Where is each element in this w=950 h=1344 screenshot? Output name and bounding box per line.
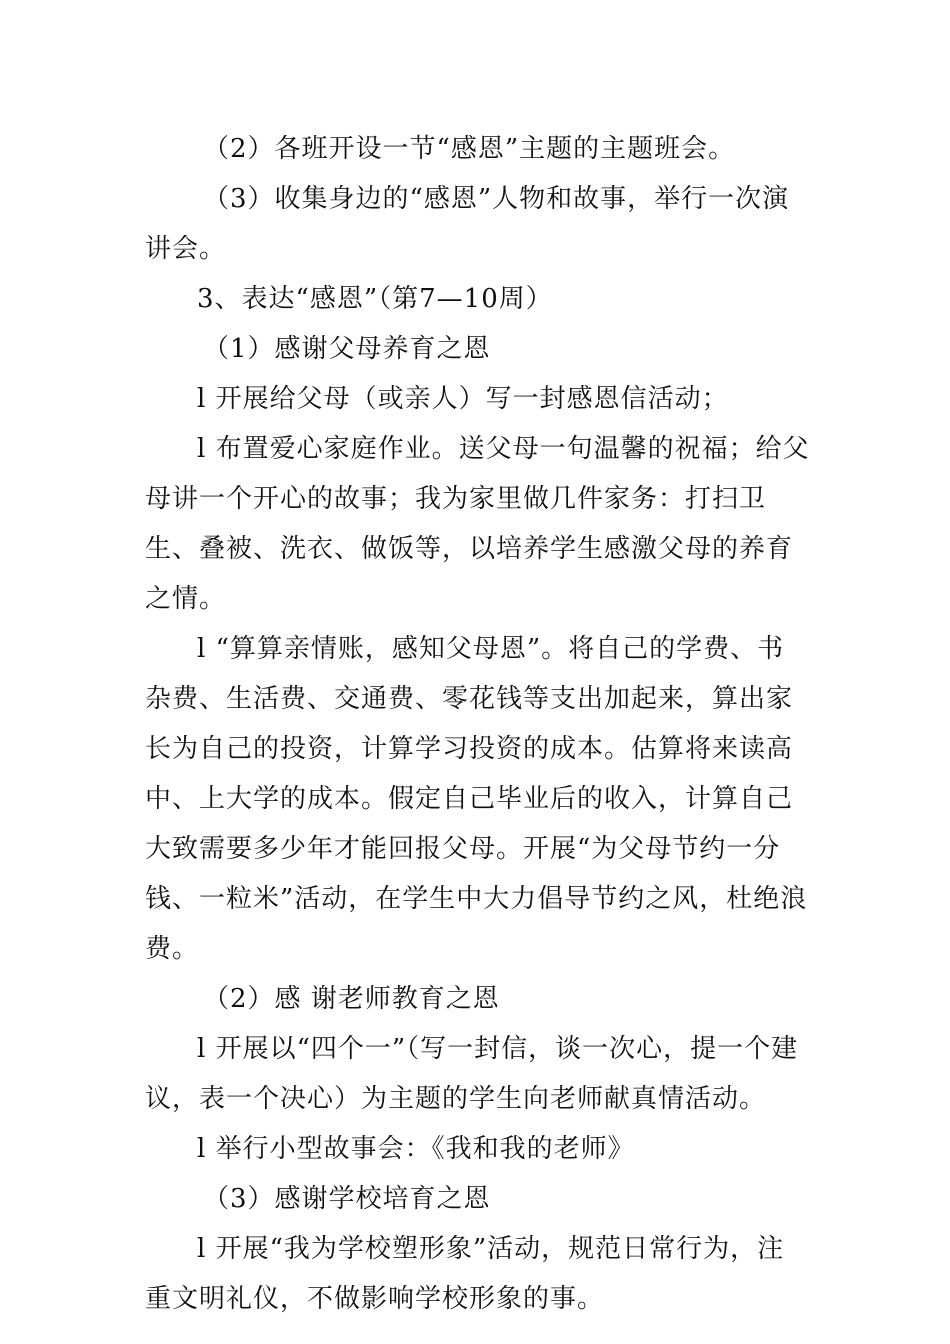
paragraph-family-accounting: l “算算亲情账，感知父母恩”。将自己的学费、书杂费、生活费、交通费、零花钱等支出加起来，算出家长为自己的投资，计算学习投资的成本。估算将来读高中、上大学的成本。假定自己毕业后的收入，计算自己大致需要多少年才能回报父母。开展“为父母节约一分钱、一粒米”活动，在学生中大力倡导节约之风，杜绝浪费。	[145, 634, 808, 964]
document-body	[145, 124, 810, 1324]
paragraph-story-meeting: l 举行小型故事会：《我和我的老师》	[197, 1134, 635, 1164]
paragraph-family-homework: l 布置爱心家庭作业。送父母一句温馨的祝福；给父母讲一个开心的故事；我为家里做几件家务：打扫卫生、叠被、洗衣、做饭等，以培养学生感激父母的养育之情。	[145, 434, 810, 614]
subheading-thank-school: （3）感谢学校培育之恩	[203, 1184, 491, 1214]
paragraph-school-image: l 开展“我为学校塑形象”活动，规范日常行为，注重文明礼仪，不做影响学校形象的事。	[145, 1234, 785, 1314]
subheading-thank-teachers: （2）感 谢老师教育之恩	[203, 984, 500, 1014]
paragraph-speech-contest: （3）收集身边的“感恩”人物和故事，举行一次演讲会。	[145, 184, 790, 264]
section-heading-express-gratitude: 3、表达“感恩”（第7—10周）	[197, 284, 553, 314]
paragraph-letter-activity: l 开展给父母（或亲人）写一封感恩信活动；	[197, 384, 729, 414]
subheading-thank-parents: （1）感谢父母养育之恩	[203, 334, 491, 364]
paragraph-class-meeting: （2）各班开设一节“感恩”主题的主题班会。	[203, 134, 736, 164]
paragraph-four-ones: l 开展以“四个一”（写一封信，谈一次心，提一个建议，表一个决心）为主题的学生向老师献真情活动。	[145, 1034, 799, 1114]
